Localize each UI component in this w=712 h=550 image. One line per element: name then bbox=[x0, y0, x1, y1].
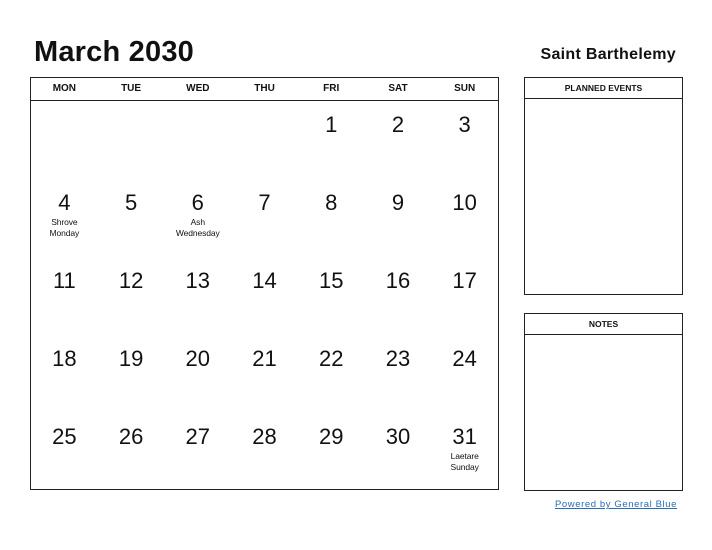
day-cell bbox=[231, 413, 298, 491]
day-number: 27 bbox=[185, 424, 211, 449]
week-row bbox=[31, 179, 498, 257]
weekday-label: WED bbox=[186, 83, 210, 94]
day-cell bbox=[431, 179, 498, 257]
day-cell bbox=[298, 413, 365, 491]
day-cell bbox=[431, 257, 498, 335]
weekday-label: TUE bbox=[121, 83, 142, 94]
day-number: 30 bbox=[385, 424, 411, 449]
planned-events-title: PLANNED EVENTS bbox=[525, 78, 682, 99]
day-cell bbox=[164, 335, 231, 413]
day-cell bbox=[431, 335, 498, 413]
day-number: 17 bbox=[452, 268, 477, 293]
day-number: 21 bbox=[252, 346, 277, 371]
day-number: 24 bbox=[452, 346, 477, 371]
notes-title: NOTES bbox=[525, 314, 682, 335]
day-number: 7 bbox=[258, 190, 271, 215]
day-cell bbox=[231, 335, 298, 413]
day-number: 18 bbox=[52, 346, 77, 371]
day-number: 6 bbox=[191, 190, 204, 215]
weekday-label: THU bbox=[254, 83, 275, 94]
day-cell bbox=[365, 179, 432, 257]
day-number: 12 bbox=[118, 268, 144, 293]
day-number: 3 bbox=[458, 112, 471, 137]
week-row bbox=[31, 101, 498, 179]
holiday-label: Shrove Monday bbox=[49, 217, 80, 238]
week-row bbox=[31, 257, 498, 335]
country-name: Saint Barthelemy bbox=[540, 46, 676, 63]
day-cell bbox=[31, 101, 98, 179]
day-number: 16 bbox=[385, 268, 411, 293]
day-number: 23 bbox=[385, 346, 411, 371]
day-number: 19 bbox=[118, 346, 144, 371]
day-number: 4 bbox=[58, 190, 71, 215]
day-cell bbox=[98, 101, 165, 179]
day-number: 25 bbox=[52, 424, 77, 449]
day-number: 29 bbox=[318, 424, 344, 449]
calendar-grid bbox=[30, 77, 499, 490]
day-number: 13 bbox=[185, 268, 211, 293]
day-number: 8 bbox=[325, 190, 338, 215]
week-row bbox=[31, 413, 498, 491]
page-title: March 2030 bbox=[34, 36, 194, 68]
day-cell bbox=[31, 335, 98, 413]
day-cell bbox=[31, 413, 98, 491]
day-number: 31 bbox=[452, 424, 477, 449]
day-cell bbox=[365, 335, 432, 413]
day-number: 1 bbox=[325, 112, 338, 137]
calendar-weeks bbox=[31, 101, 498, 491]
day-number: 28 bbox=[252, 424, 277, 449]
day-number: 2 bbox=[391, 112, 405, 137]
day-cell bbox=[298, 257, 365, 335]
weekday-label: SAT bbox=[388, 83, 408, 94]
day-cell bbox=[31, 179, 98, 257]
weekday-label: FRI bbox=[323, 83, 340, 94]
planned-events-panel bbox=[524, 77, 683, 295]
day-cell bbox=[298, 101, 365, 179]
day-cell bbox=[164, 101, 231, 179]
day-number: 9 bbox=[391, 190, 405, 215]
day-number: 20 bbox=[185, 346, 211, 371]
day-cell bbox=[98, 179, 165, 257]
day-cell bbox=[164, 179, 231, 257]
weekday-header bbox=[31, 78, 498, 101]
day-cell bbox=[31, 257, 98, 335]
day-cell bbox=[98, 257, 165, 335]
day-number: 26 bbox=[118, 424, 144, 449]
day-cell bbox=[298, 335, 365, 413]
notes-panel bbox=[524, 313, 683, 491]
day-number: 5 bbox=[124, 190, 138, 215]
day-cell bbox=[431, 413, 498, 491]
day-number: 22 bbox=[318, 346, 344, 371]
powered-by-link[interactable]: Powered by General Blue bbox=[554, 499, 677, 510]
day-cell bbox=[365, 413, 432, 491]
day-cell bbox=[164, 413, 231, 491]
day-cell bbox=[231, 179, 298, 257]
day-cell bbox=[431, 101, 498, 179]
day-cell bbox=[98, 413, 165, 491]
day-cell bbox=[164, 257, 231, 335]
week-row bbox=[31, 335, 498, 413]
day-number: 10 bbox=[452, 190, 477, 215]
holiday-label: Ash Wednesday bbox=[175, 217, 220, 238]
day-cell bbox=[98, 335, 165, 413]
day-number: 14 bbox=[252, 268, 277, 293]
day-cell bbox=[298, 179, 365, 257]
day-cell bbox=[231, 257, 298, 335]
day-cell bbox=[365, 101, 432, 179]
weekday-label: MON bbox=[52, 83, 77, 94]
day-number: 15 bbox=[318, 268, 344, 293]
day-cell bbox=[231, 101, 298, 179]
day-number: 11 bbox=[52, 268, 76, 293]
holiday-label: Laetare Sunday bbox=[450, 451, 479, 472]
weekday-label: SUN bbox=[454, 83, 476, 94]
day-cell bbox=[365, 257, 432, 335]
